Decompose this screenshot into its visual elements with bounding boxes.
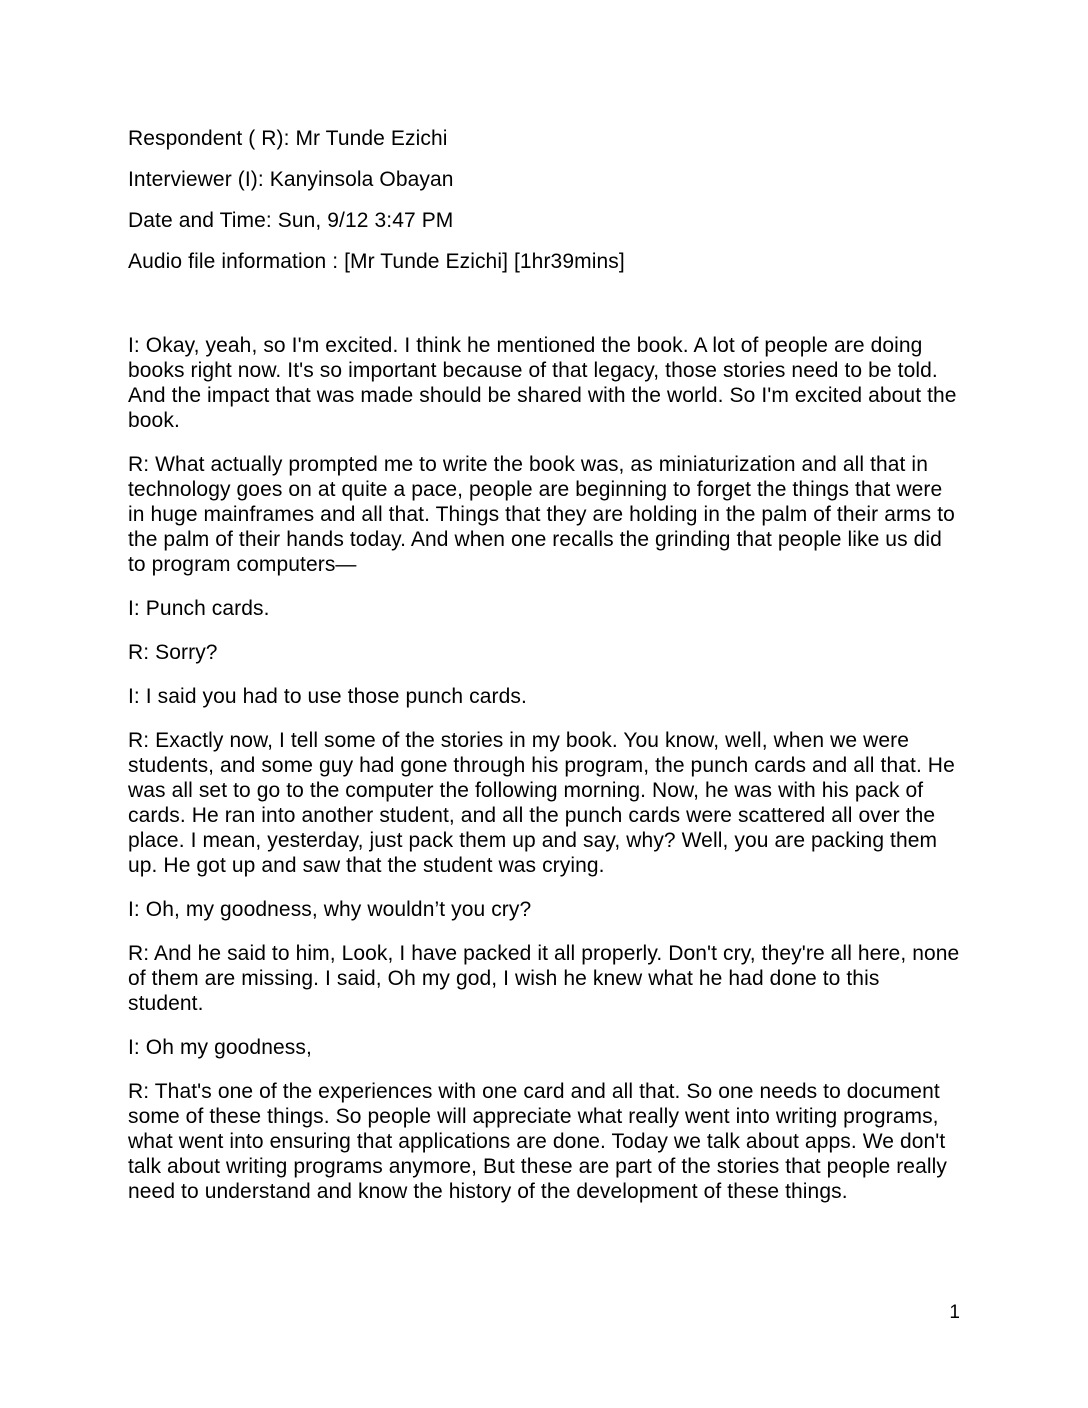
transcript-paragraph: I: Oh my goodness,: [128, 1036, 312, 1059]
metadata-transcript-spacer: [128, 290, 960, 333]
transcript-paragraph: I: I said you had to use those punch cards.: [128, 685, 527, 708]
transcript-paragraph: R: What actually prompted me to write the book was, as miniaturization and all that in technology goes on at quite a pace, people are beginning to forget the things that were in huge mainframes and all that. Things that they are holding in the palm of their arms to the palm of their hands today. And when one recalls the grinding that people like us did to program computers—: [128, 453, 955, 576]
meta-audio-file-info: Audio file information : [Mr Tunde Ezichi] [1hr39mins]: [128, 250, 625, 273]
transcript-paragraph: I: Punch cards.: [128, 597, 270, 620]
transcript-paragraph: R: Sorry?: [128, 641, 218, 664]
transcript-paragraph: I: Oh, my goodness, why wouldn’t you cry?: [128, 898, 532, 921]
page-number: 1: [949, 1302, 960, 1323]
transcript-paragraph: R: And he said to him, Look, I have packed it all properly. Don't cry, they're all here, none of them are missing. I said, Oh my god, I wish he knew what he had done to this student.: [128, 942, 960, 1015]
meta-respondent: Respondent ( R): Mr Tunde Ezichi: [128, 127, 448, 150]
meta-interviewer: Interviewer (I): Kanyinsola Obayan: [128, 168, 454, 191]
transcript-paragraph: R: Exactly now, I tell some of the stories in my book. You know, well, when we were students, and some guy had gone through his program, the punch cards and all that. He was all set to go to the computer the following morning. Now, he was with his pack of cards. He ran into another student, and all the punch cards were scattered all over the place. I mean, yesterday, just pack them up and say, why? Well, you are packing them up. He got up and saw that the student was crying.: [128, 729, 955, 877]
meta-date-time: Date and Time: Sun, 9/12 3:47 PM: [128, 209, 454, 232]
transcript-paragraph: I: Okay, yeah, so I'm excited. I think he mentioned the book. A lot of people are doing books right now. It's so important because of that legacy, those stories need to be told. And the impact that was made should be shared with the world. So I'm excited about the book.: [128, 334, 957, 432]
transcript-paragraph: R: That's one of the experiences with one card and all that. So one needs to document some of these things. So people will appreciate what really went into writing programs, what went into ensuring that applications are done. Today we talk about apps. We don't talk about writing programs anymore, But these are part of the stories that people really need to understand and know the history of the development of these things.: [128, 1080, 947, 1203]
